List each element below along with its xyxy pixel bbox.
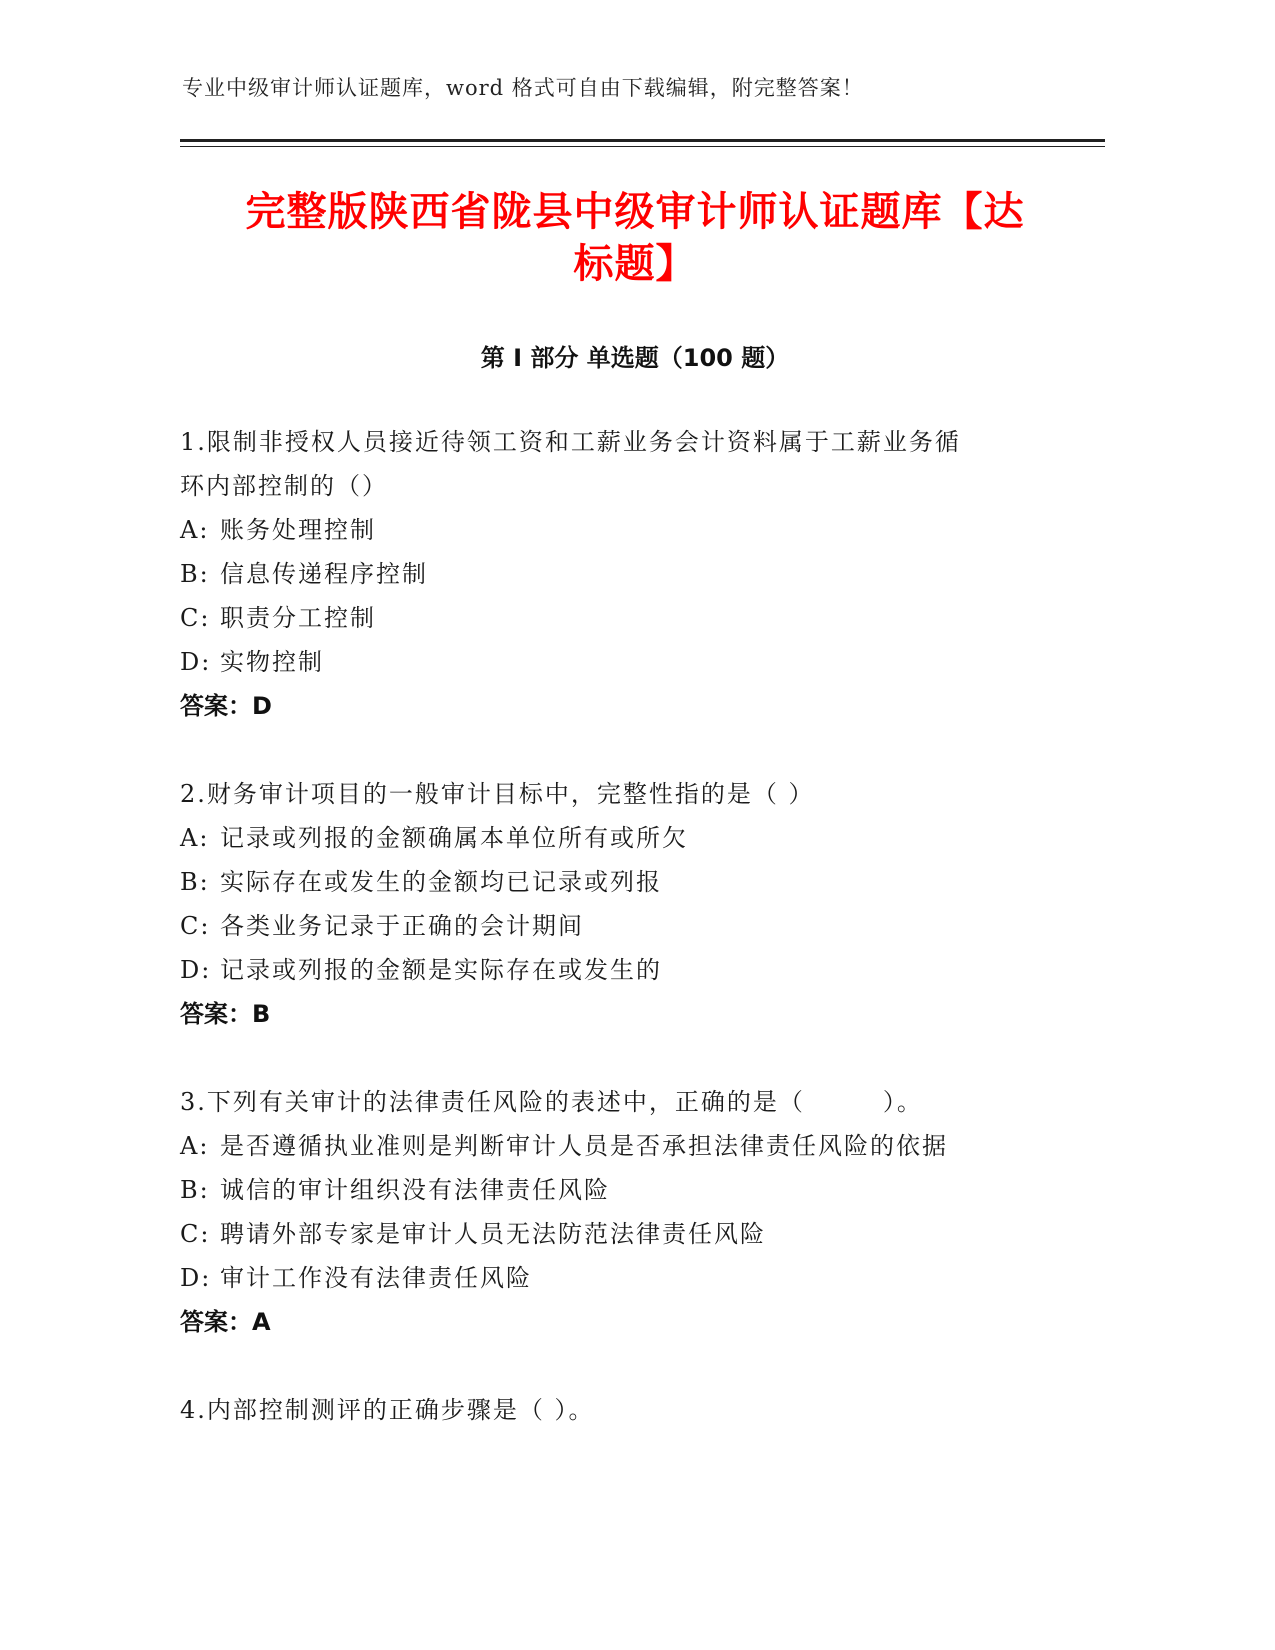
question-stem: 3.下列有关审计的法律责任风险的表述中，正确的是（ ）。 <box>180 1088 923 1116</box>
option-text: 账务处理控制 <box>220 516 376 544</box>
answer-line: 答案：D <box>180 692 272 720</box>
option-text: 是否遵循执业准则是判断审计人员是否承担法律责任风险的依据 <box>220 1132 948 1160</box>
option-letter: C: <box>180 604 211 632</box>
option-b <box>180 1168 1040 1212</box>
document-title-line2: 标题】 <box>573 241 697 287</box>
option-letter: D: <box>180 1264 212 1292</box>
option-d <box>180 640 1040 684</box>
option-text: 实际存在或发生的金额均已记录或列报 <box>220 868 662 896</box>
option-b <box>180 860 1040 904</box>
question-stem: 2.财务审计项目的一般审计目标中，完整性指的是（ ） <box>180 780 815 808</box>
option-letter: B: <box>180 868 210 896</box>
answer-line: 答案：A <box>180 1308 271 1336</box>
question-stem: 1.限制非授权人员接近待领工资和工薪业务会计资料属于工薪业务循 <box>180 428 961 456</box>
option-text: 实物控制 <box>220 648 324 676</box>
option-letter: A: <box>180 1132 210 1160</box>
option-a <box>180 816 1040 860</box>
option-text: 诚信的审计组织没有法律责任风险 <box>220 1176 610 1204</box>
question-list <box>180 420 1040 1476</box>
question-4 <box>180 1388 1040 1432</box>
option-d <box>180 948 1040 992</box>
option-c <box>180 904 1040 948</box>
question-2 <box>180 772 1040 1036</box>
option-a <box>180 508 1040 552</box>
option-text: 记录或列报的金额是实际存在或发生的 <box>220 956 662 984</box>
option-text: 聘请外部专家是审计人员无法防范法律责任风险 <box>220 1220 766 1248</box>
option-text: 职责分工控制 <box>220 604 376 632</box>
document-title-line1: 完整版陕西省陇县中级审计师认证题库【达 <box>245 189 1025 235</box>
question-3 <box>180 1080 1040 1344</box>
option-letter: B: <box>180 560 210 588</box>
option-letter: B: <box>180 1176 210 1204</box>
option-letter: A: <box>180 824 210 852</box>
header-note: 专业中级审计师认证题库，word 格式可自由下载编辑，附完整答案！ <box>182 76 864 100</box>
option-c <box>180 1212 1040 1256</box>
option-letter: D: <box>180 956 212 984</box>
option-letter: C: <box>180 912 211 940</box>
option-text: 审计工作没有法律责任风险 <box>220 1264 532 1292</box>
option-letter: A: <box>180 516 210 544</box>
option-text: 记录或列报的金额确属本单位所有或所欠 <box>220 824 688 852</box>
option-letter: C: <box>180 1220 211 1248</box>
section-heading: 第 I 部分 单选题（100 题） <box>480 344 790 372</box>
option-b <box>180 552 1040 596</box>
answer-line: 答案：B <box>180 1000 271 1028</box>
option-text: 各类业务记录于正确的会计期间 <box>220 912 584 940</box>
option-c <box>180 596 1040 640</box>
header-rule-thick <box>180 139 1105 142</box>
question-stem-continued: 环内部控制的（） <box>180 472 388 500</box>
document-title <box>180 186 1090 290</box>
option-letter: D: <box>180 648 212 676</box>
header-rule-thin <box>180 146 1105 147</box>
question-stem: 4.内部控制测评的正确步骤是（ ）。 <box>180 1396 595 1424</box>
option-d <box>180 1256 1040 1300</box>
option-a <box>180 1124 1040 1168</box>
option-text: 信息传递程序控制 <box>220 560 428 588</box>
question-1 <box>180 420 1040 728</box>
